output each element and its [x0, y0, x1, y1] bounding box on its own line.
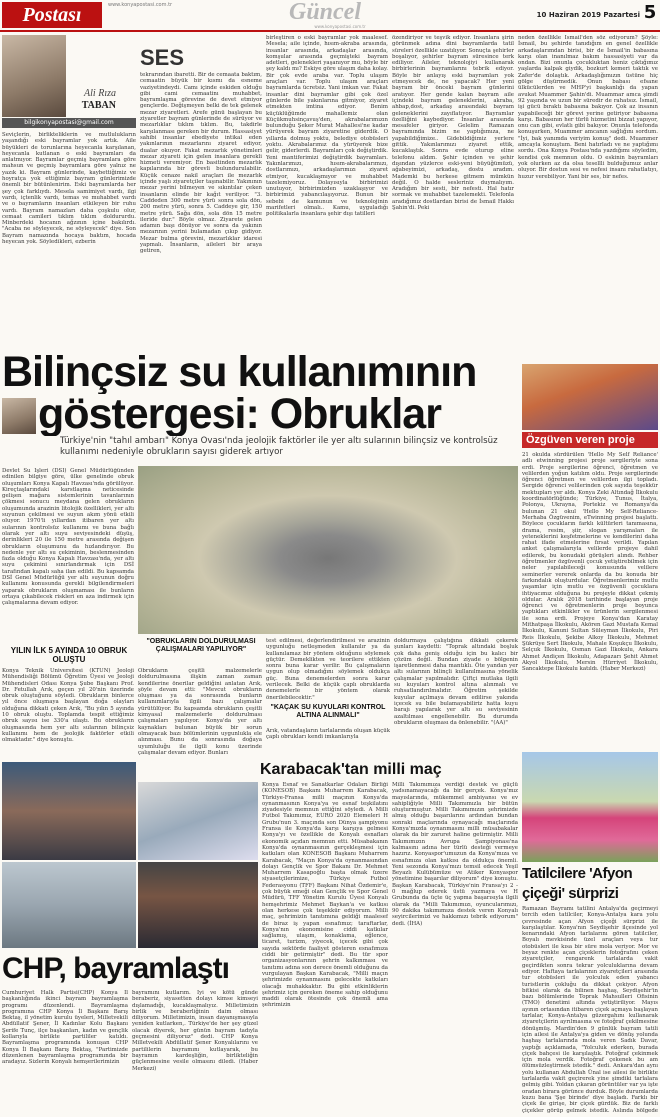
afyon-headline-1: Tatilcilere 'Afyon	[522, 865, 633, 882]
football-text-2: Milli Takımımıza verdiği destek ve güçlü yadsınamayacağı da bir gerçek. Konya'mız mayıslarında, mükemmel ambiyansı ve ev sahipliğiyle Milli Takımımızla bir bütün oluşturmuştur. Milli Takımımızın şehrimizde almış olduğu başarılarını ardından bundan sonraki maçlarında oynayacağı maçlarında Konya'mızda oynanmasını milli müsabakalar olarak da bir zaruret haline getirmiştir. Milli Takımımızın Avrupa Şampiyonası'na kalmasını adına her türlü desteği vermeye hazırız. Konyaspor'umuzun da Konya'mıza ve esnafımıza olan katkısı da oldukça önemli. Yeni sezonda Konya'mızı temsil edecek Yeşil Beyazlı Kulübümüze ve Atiker Konyaspor yönetimine başarılar diliyorum" diye konuştu. Başkan Karabacak, Türkiye'nin Fransa'yı 2 - 0 mağlup ederek üstü yazmaya ve H Grubunda da üçte üç yapma başarısıyla ilgili olarak da "Milli Takımımızı, oyuncularımızı, 90 dakika takımımıza destek veren Konyalı seyircilerimizi ve hakkımızı tebrik ediyorum" dedi. (İHA)	[392, 782, 518, 927]
veren-text: 21 okulda sürdürülen 'Hello My Self Reliance' adlı etwinning projesi proje sergileriyle sona erdi. Proje sergilerine öğrenci, öğretmen ve velilerden yoğun katılım oldu. Proje sergilerinde öğrenci öğretmen ve velilerden ilgi topladı. Sergide öğrenci velilerinden çok sayıda teşekkür mektupları yer aldı. Konya Zeki Altındağ İlkokulu koordinatörlüğünde; Türkiye, Tunus, İtalya, Polonya, Ukrayna, Portekiz ve Romanya'da bulunan 21 okul 'Hello My Self-Reliance-Merhaba Özgüvenim, eTwinning projesi başlattı. Böylece çocukların farklı kültürleri tanımasına, drama, resim, şiir, slogan yarışmaları ile yeteneklerini keşfetmelerine ve kendilerini daha rahat ifade etmelerine fırsat verildi. Yapılan anket çalışmalarıyla velilerde projeye dahil edilerek, bu konudaki görüşleri alındı. Rehber öğretmenler özgüvenli çocuk yetiştirebilmek için neler yapılabileceği konusunda velilere seminerler vererek onlarda da bu konuda bir farkındalık oluşturdular. Öğretmenlerimiz mutlu yaşamlar için mutlu ve özgüvenli çocuklara ihtiyacımız olduğuna bu projeyle dikkat çekmiş oldular. Aralık 2018 tarihinde başlayan proje öğrenci ve öğretmenlerin proje boyunca yaptıkları etkinlikler ve ürünlerin sergilenmesi ile sona erdi. Projeye Konya'dan Karatay Mithatpaşa İlkokulu, Akören Gazi Mustafa Kemal İlkokulu, Kanuni Sultan Süleyman İlkokulu, Piri Reis İlkokulu, Şekibe Alkoy İlkokulu, Mehmet Şükrüye Sert İlkokulu, Mahale Koşukçu İlkokulu, Selçuk İlkokulu, Osman Gazi İlkokulu, Ankara Ahmet Andiçen İlkokulu, Adapazarı Şehit Ahmet Akyol İlkokulu, Mersin Hürriyet İlkokulu, Sancaktepe İlkokulu katıldı. (Haber Merkezi)	[522, 452, 658, 673]
column-text-1: Seviçlerin, birlikteliklerin ve mutlulukların yaşandığı eski bayramlar yok artık. Aile büyükleri de torunlarına heyecanla karşılanan, heyecanla kutlanan o eski bayramları da anlatmıyor. Bayramlar geçmiş bayramlara göre mahsun ve geçmiş bayramlara göre yalnız ne yazık ki. Bayram günlerinde, kaybettiğimiz ve hoyratça yok ettiğimiz bayram günlerimizde önemli bir bütünlenirim. Eski bayramlarda her şey çok farklıydı. Mesela samimiyet vardı, ilgi vardı, içtenlik vardı, temas ve muhabbet vardı ve o bayramların insanları etkileyen bir ruhu vardı. Bayram namazları daha çoşkulu olur, cemaat camileri tıklım tıklım doldururdu. Minberdeki hocanın ağzının içine bakılırdı. "Acaba ne söyleyecek, ne söyleyecek" diye. Son Bayram namazında hocaya baktım, hocada heyecan yok. Söyledikleri, ezberin	[2, 132, 136, 246]
obruk-sinkhole-photo	[138, 466, 518, 634]
logo-text: Postası	[22, 4, 82, 26]
column-title: SES	[140, 45, 185, 69]
author-first-name: Ali Rıza	[84, 88, 116, 99]
column-text-2: tekrarından ibaretti. Bir de cemaata baktım, cemaatin büyük bir kısmı da esneme vaziyetindeydi. Camı içinde eskiden olduğu gibi cami cemaatinı muhabbet, bayramlaşma görevine de devet etmiyor gençlerde. Değişmeyen belki de tek gelenek mezar ziyaretleri. Arefe günü başlayan bu ziyaretler bayram günlerinde de sürüyor ve mezarlıklar tıklım tıklım. Bu, takdirle karşılanması gereken bir durum. Hassasiyet sahibi insanlar ebediyete intikal eden yakınlarının mezarlarını ziyaret ediyor, dualar okuyor. Fakat mezarlık yönetimleri mezar ziyareti için gelen insanlara gerekli hizmeti veremiyor. En basitinden mezarlık kapılarında bir görevli bulundurulabilir. Küçük cenaze nakil araçları ile mezarlık içinde yaşlı ziyaretçiler taşınabilir. Yakınının mezar yerini bilmeyen ve sıkıntılar çeken insanların elinde bir kağıt veriliyor. "3. Caddeden 300 metre yürü sonra sola dön, 200 metre yürü, sonra 5. Caddeye gir, 150 metre yürü. Sağa dön, sola dön 15 metre ileride dur." Böyle olmaz. Ziyarete gelen adamın başı dönüyor ve sonra da yakının mezarının yerini bulamadan çıkıp gidiyor. Mezar bulma görevini, mezarlıklar idaresi yapmalı. İnsanların, aileleri bir araya getiren,	[140, 72, 262, 255]
chp-text-1: Cumhuriyet Halk Partisi(CHP) Konya İl başkanlığında ikinci bayram bayramlaşma programı düzenlendi. Bayramlaşma programına CHP Konya İl Başkanı Barış Bektaş, il yönetim kurulu üyeleri, Milletvekili Abdüllatif Şener, İl Kadınlar Kolu Başkanı Şerife Tunç, ilçe başkanları, kadın ve gençlik kollarıyla birlikte partililer katıldı. Bayramlaşma programında konuşan CHP Konya İl Başkanı Barış Bektaş, "Partimizde düzenlenen bayramlaşma programında bir aradayız. Sizlerin Konyalı hemşerilerimizin	[2, 990, 128, 1066]
veren-title-bar	[522, 432, 658, 448]
football-headline: Karabacak'tan milli maç	[260, 761, 442, 778]
obruk-col3-text: test edilmesi, değerlendirilmesi ve arazinin uygunluğu netleşmeden kullanılır ya da kullanılamaz bir yöntem olduğunu söylemek güçtür. Demeklikten ve teorilere ettikten sonra buna karar verilir. Bu çalışmaların uygun olup olmadığını söylemek oldukça güç. Buna denemelerden sonra karar verilecek. Belki de küçük çaplı obruklarda denemelerle bir yöntem olarak önerilebilecektir."	[266, 638, 390, 701]
chp-text-2: bayramını kutlarım. İyi ve kötü günde beraberiz, siyasetten dolayı kimse kimseyi dışlamadığı, kucaklaşmalıyız. Milletimizin birlik ve beraberliğinin daim olması diliyorum. Milletimizin, insan dayanışmasıyla yeniden kutlarken,. Türkiye'de her şey güzel olacak diyerek, her günün bayram tadıyla geçmesini diliyoruz" dedi. CHP Konya Milletvekili Abdüllatif Şener Konyalılarını ve partililerin bayramını kutlayarak, bu bayramın kardeşliğin, birlikteliğin güçlenmesine vesile olmasını diledi. (Haber Merkezi)	[132, 990, 258, 1072]
box1-text: Konya Teknik Üniversitesi (KTÜN) Jeoloji Mühendisliği Bölümü Öğretim Üyesi ve Jeoloji Mühendisleri Odası Konya Şube Başkanı Prof. Dr. Fetullah Arık, geçen yıl 20'nin üzerinde obruk oluştuğunu söyledi. Obrukların binlerce yıl önce oluşmaya başlayan doğa olayları olduğuna dikkati çeken Arık, "Bu yılın 5 ayında 10 obruk oluştu. Toplamda tespit ettiğimiz obruk sayısı ise 330'a ulaştı. Bu obrukların oluşmasında hem yer altı sularının bilinçsiz kullanımı hem de jeolojik faktörler etkili olmaktadır." diye konuştu.	[2, 668, 134, 744]
author-last-name: TABAN	[81, 100, 116, 111]
box3-text: Arık, vatandaşların tarlalarında oluşan küçük çaplı obrukları kendi imkanlarıyla	[266, 728, 390, 741]
issue-date: 10 Haziran 2019 Pazartesi	[536, 11, 640, 19]
poppy-field-photo	[522, 752, 658, 862]
afyon-headline-2: çiçeği' sürprizi	[522, 885, 619, 902]
obruk-subhead: Türkiye'nin "tahıl ambarı" Konya Ovası'nda jeolojik faktörler ile yer altı sularının bilinçsiz ve kontrolsüz kullanımı nedeniyle obrukların sayısı giderek artıyor	[60, 436, 498, 457]
football-text-1: Konya Esnaf ve Sanatkarlar Odaları Birliği (KONESOB) Başkanı Muharrem Karabacak, Türkiye-Fransa milli maçının Konya'da oynanmasının Konya'ya ve esnaf teşkilatını ziyadesiyle memnun ettiğini söyledi. A Milli Futbol Takımımız, EURO 2020 Elemeleri H Grubu'nun 3. maçında son Dünya şampiyonu Fransa ile Konya'da karşı karşıya gelmesi Konya'yı ve özellikle de Konyalı esnafları ekonomik açıdan memnun etti. Müsabakanın Konya'da oynanmasının gerçekleşmesi için katkıları olan KONESOB Başkanı Muharrem Karabacak, "Maçın Konya'da oynanmasından dolayı Gençlik ve Spor Bakanı Dr. Mehmet Muharrem Kasapoğlu başta olmak üzere siyasetçilerimize, Türkiye Futbol Federasyonu (TFF) Başkanı Nihat Özdemir'e, çok büyük emeği olan Gençlik ve Spor Genel Müdürü, TFF Yönetim Kurulu Üyesi Konyalı hemşehrimiz Mehmet Baykan'a ve katkısı olan herkese çok teşekkür ediyorum. Milli maç, şehrimizin tanıtımına geldiği maalesef de biraz iş yapan esnafımız; taraftarlar, Konya'nın ekonomisine ciddi katkılar sağlamış, ulaşım, konaklama, eğlence, ticaret, turizm, yiyecek, içecek gibi çok sayıda sektörde faaliyet gösteren esnafımıza ciddi bir getirmiştir" dedi. Bu tür spor organizasyonlarının şehrin kalkınması ve tanıtımı adına son derece önemli olduğunu da vurgulayan Başkan Karabacak, "Milli maçın şehrimizde oynanmasını gelecekte katkıları olacağı muhakkaktır. Bu gibi etkinliklerin şehrimiz için gereken öneme sahip olduğunu maddi olarak ötesinde çok önemli ama şehrimizin	[262, 782, 388, 1009]
section-site: www.konyapostasi.com.tr	[314, 24, 366, 29]
chp-headline: CHP, bayramlaştı	[2, 952, 229, 985]
obruk-headline-1: Bilinçsiz su kullanımının	[2, 350, 477, 394]
veren-headline: Özgüven veren proje	[526, 434, 635, 446]
box2-text: Obrukların çeşitli malzemelerle doldurulmasına ilişkin zaman zaman kendilerine önerilar geldiğini anlatan Arık, şöyle devam etti: "Mevcut obrukların oluşması ya da sonrasında bunların kullanımlarıyla ilgili bazı çalışmalar yürütülüyor. Bu kapsamda obrukların çeşitli kimyasal malzemelerle doldurulması çalışmaları yapılıyor. Konya'da yer altı kaynakları bulunan büyük bir sorun olmayacak bazı bölümlerinin uygunlukla ele alınması. Bunu da sonrasında doğaya uyumluluğu ile ilgili konu üzerinde çalışmalar devam ediyor. Bunları	[138, 668, 262, 756]
author-photo	[2, 35, 66, 117]
column-text-4: özendiriyor ve teşvik ediyor. İnsanlara şirin görünmek adına dini bayramlarda tatil süreleri özellikle uzatılıyor. Sonuçta şehirler boşalıyor, şehirler bayram süresince terk ediliyor. Aileler, teknolojiyi kullanarak birbirlerinin bayramlarını tebrik ediyor. Böyle bir anlayış eski bayramları yok etmeyecek de, ne yapacak? Her yeni bayram bir önceki bayram günlerini aratıyor. Her gende kalan bayram aile içindeki bayram geleneklerini, akraba, ahbap,dost, arkadaş arasındaki bayram geleneklerini zayıflatıyor. Bayramlar özelliğini kaybediyor. İnsanlar arasında mesafeler giriyor. Gelelim Ramazan bayramında bizim ne yaptığımıza, ne yapabildiğimize.. Gidebildiğimiz yerlere gittik. Yakınlarımızı ziyaret ettik, kucaklaştık. Sonra evde oturup eline telefonu aldım. Şehir içinden ve şehir dışından yüzlerce eski-yeni büyüğümüzü, ağabeyimizi, arkadaş, dostu aradım. Mademki bu herkese gitmem mümkün değil. O halde sesleriniz duymalıyım. Aradığım bir sesti, bir nefesti. Hal hatır sormak ve muhabbet tazelemekti. Telefonla aradığımız dostlardan birisi de İsmail Hakkı Şahin'di. Peki	[392, 35, 514, 212]
obruk-lead-text: Devlet Su İşleri (DSİ) Genel Müdürlüğünden edinilen bilgiye göre, ülke genelinde obruk oluşumları Konya Kapalı Havzası'nda görülüyor. Kireçtaşlarındaki karstlaşma neticesinde gelişen mağara sistemlerinin tavanlarının çökmesi sonucu meydana gelen obrukların oluşumunda arazinin litolojik özellikleri, yer altı suyunun çekilmesi ve suyun akım yönü etkili oluyor. 1970'li yıllardan itibaren yer altı sularının kontrolsüz kullanımı ve buna bağlı olarak yer altı suyu seviyesindeki düşüş, derinlikleri 20 ile 150 metre arasında değişen obrukların oluşumunu da hızlandırıyor. Bu nedenle yer altı su çekiminin, beslenmesinden fazla olduğu Konya Kapalı Havzası'nda, yer altı suyu çekimini sınırlandırmak için DSİ tarafından kapalı saha ilan edildi. Bu kapsamda DSİ Genel Müdürlüğü yer altı suyunun doğru kullanımı konusunda gerekli bilgilendirmeleri yaparak obrukların oluşmaması ile bunların ortaya çıkabilecek riskleri en aza indirmek için çalışmalarına devam ediyor.	[2, 468, 134, 607]
section-title: Güncel	[289, 0, 361, 25]
column-text-5: neden özellikle İsmail'den söz ediyorum? Şöyle: İsmail, bu şehirde tanıdığım en genel özellikle arkadaşlarımdan birisi, bir de İsmail'in babasına karşı olan inanılmaz bakım hassasiyeti var da ondan. Bizi onunla çocukluktan heniz çıktığımız yaşlarda kalpak giydik, bozkurt kemeri taktık ve Zafer'de dolaştık. Arkadaşlığımızın üstüne hiç gölge düşürmedik. Onun babası efsane ülkücülerden ve MHP'yi başkanlığı da yapan avukat Muammer Şahin'di. Muammar amca şimdi 92 yaşında ve uzun bir süredir de rahatsız. İsmail, işi gücü bıraktı babasına bakıyor. Çok az insanın yapabileceği bir görevi yerine getiriyor babasına karşı. Babasının her türlü hizmetini bizzat yapıyor, onu can gibi, evlatlı gibi bakıyor. Onunla telefonda konuşurken, Muammer amcanın sağlığını sordum. "İyi, bak yanımda veriyim konuş" dedi. Muammer amcayla konuştum. Beni hatırladı ve ne yaptığımı sordu. Ona Konya Postası'nda yazdığımı söyledim, kendisi çok memnun oldu. O eskinin bayramları yok olurken az da olsa tesellli bulduğumuz anlar oluyor. Bir dostun sesi ve nefesi insanı rahatlatıyı, huzur verebiliyor. Yani bir ses, bir nefes.	[518, 35, 658, 180]
column-text-3: birleştiren o eski bayramlar yok maalesef. Mesela; aile içinde, hısım-akraba arasında, insanlar arasında, arkadaşlar arasında, komşular arasında geçmişteki bayram adetleri, gelenekleri yaşanıyor mu, böyle bir şey kaldı mı? Eskiye göre ulaşım daha kolay. Bir çok evde araba var. Toplu ulaşım araçları var. Toplu ulaşım araçları bayramlarda ücretsiz. Yani imkan var. Fakat insanlar dini bayramlar gibi çok özel günlerde bile yakınlarına gitmiyor, ziyaret etmekten imtina ediyor. Benim küçüklüğümde mahallemiz olan Küçükmuhsinçavuş'den, akrabalarımızın bulunduğu Şeker Murat Mahallesi'ne kadar yürüyerek bayram ziyaretine giderdik. O yıllarda dolmuş yoktu, belediye otobüsleri yoktu. Akrabalarımız da yürüyerek bize gelir, giderlerdi. Bayramları çok değiştirdik. Yeni mantiferimizi değiştirdik bayramları. Yakınlarımızı, hısım-akrabalarımızı, dostlarımızı, arkadaşlarımızı ziyaret etmiyor, kucaklaşmıyor ve muhabbet tazelemiyoruz. Dolayısıyla birbirimizi unutuyor, birbirimizden uzaklaşıyor ve birbirimizi yabancılaşıyoruz. Bunun bir sebebi de kamunun ve teknolojinin marifetleri olmalı.. Kamu, uyguladığı politikalarla insanlara şehir dışı tatilleri	[266, 35, 388, 218]
afyon-text: Ramazan Bayramı tatilini Antalya'da geçirmeyi tercih eden tatilciler, Konya-Antalya kara yolu çevresinde açan Afyon çiçeği sürprizi ile karşılaştılar. Konya'nın Seydişehir ilçesinde yol kenarındaki Afyon tarlalarını gören tatilciler, Boyalı mevkisinde üzel araçları veya tur otobüsleri ile kısa bir süre mola veriyor. Mor ve beyaz renkte açan çiçeklerin fotoğrafını çeken ziyaretçiler, rengarenk tarlalarda vakit geçirdikten sonra tekrar yolculuklarına devam ediyor. Haftaya tarlalarının ziyaretçileri arasında tur otobüsleri ile yolculuk eden yabancı turistlerin çokluğu da dikkat çekiyor. Afyon bitkisi olarak da bilinen haşhaş, Seydişehir'in bazı bölümlerinde Toprak Mahsulleri Ofisinin (TMO) denetimi altında yetiştiriliyor. Mayıs ayının ortasından itibaren çiçek açmaya başlayan tarlalar, Konya-Antalya güzergahını kullanarak ziyaretçilerin ayrılmasına ve fotoğraf çekilmesine dönüşmüş. Mardin'den 9 günlük bayram tatili için ailesi ile Antalya'ya giden ve dönüş yolunda haşhaş tarlalarında mola veren Sadık Davar, yaptığı açıklamada, "Yolculuk ederken, burada çiçek bahçesi ile karşılaştık. Fotoğraf çekinmek için mola verdik. Fotoğraf çekenek bu am ölümsüzleştirmek istedik." dedi. Ankara'dan aynı yolu kullanan Abdullah Ünal ise ailesi ile birlikte tarlalarda vakit geçirerek yine şimdiki tarlalara gelmiş gibi. Yoldan çıkaran görüntüler var ya işte oradan birara görünce durduk. Böyle durumlarda kuzu bana 'Şşe birinde' diye başladı. Farklı bir çiçek ile girişe, bir çiçek gürdük. Biz de farklı çiçekler görüp gelmek istedik. Aslında bölgede	[522, 906, 658, 1114]
header-rule	[0, 30, 660, 32]
box1-title: YILIN İLK 5 AYINDA 10 OBRUK OLUŞTU	[10, 646, 128, 664]
football-photo	[138, 782, 258, 860]
obruk-col4-text: doldurmaya çalıştığına dikkati çekerek şunları kaydetti: "Toprak altındaki boşluk çok daha geniş olduğu için bu kalıcı bir çözüm değil. Bundan ziyade o bölgenin işaretlenmesi daha mantıklı. Öte yandan yer altı sularının bilinçli kullanılmasına yönelik çalışmalar yapılmalıdır. Çiftçi mutlaka ilgili su kuyuları kontrol altına alınmalı ve ruhsatlandırılmalıdır. Öğretim şekilde kuyular açılmaya devam edilirse yakında içecek su bile bulamayabiliriz hatta kuyu barajı yapılarak yer altı su seviyesinin azaltılması engellenebilir. Bu durumda obrukların oluşması da önlenebilir. "(AA)"	[394, 638, 518, 726]
obruk-headline-2: göstergesi: Obruklar	[38, 392, 441, 436]
newspaper-logo[interactable]	[2, 2, 102, 28]
page-number: 5	[643, 2, 657, 23]
expert-photo	[2, 398, 36, 434]
author-email[interactable]: bilgikonyapostasi@gmail.com	[2, 118, 136, 128]
box3-title: "KAÇAK SU KUYULARI KONTROL ALTINA ALINMALI"	[270, 704, 386, 719]
header-url: www.konyapostasi.com.tr	[108, 2, 173, 8]
chp-building-photo	[2, 862, 136, 948]
chp-event-photo	[138, 862, 258, 948]
chp-group-photo	[2, 762, 136, 860]
box2-title: "OBRUKLARIN DOLDURULMASI ÇALIŞMALARI YAPILIYOR"	[146, 638, 256, 653]
student-project-photo	[522, 364, 658, 430]
